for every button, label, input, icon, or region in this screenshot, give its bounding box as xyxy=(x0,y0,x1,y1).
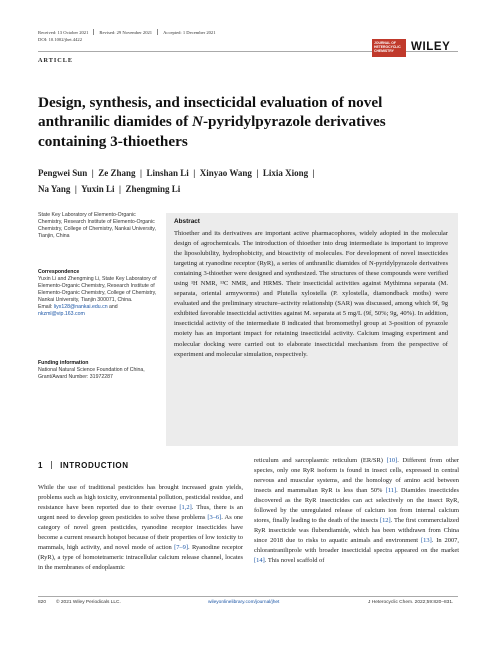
citation-link[interactable]: [12] xyxy=(379,517,391,525)
dates-line xyxy=(38,29,216,35)
funding-info xyxy=(38,360,158,381)
abstract-box xyxy=(166,213,458,446)
citation-link[interactable]: [14] xyxy=(254,557,265,565)
publisher-logo[interactable]: WILEY xyxy=(411,41,451,53)
body-column-left: While the use of traditional pesticides has brought increased grain yields, problems such as high toxicity, environmental pollution, pesticidal residue, and resistance have been reported due to their overuse [1,2]. Thus, there is an urgent need to develop green pesticides to solve these problems [3–6]. As one category of novel green pesticides, ryanodine receptor insecticides have become a current research hotspot because of their properties of low toxicity to mammals, high activity, and novel mode of action [7–9]. Ryanodine receptor (RyR), a type of homotetrameric intracellular calcium release channel, locates in the membranes of endoplasmic xyxy=(38,484,244,572)
journal-url-link[interactable]: wileyonlinelibrary.com/journal/jhet xyxy=(208,600,280,605)
citation-link[interactable]: [10] xyxy=(386,457,398,464)
title-line-1: Design, synthesis, and insecticidal evaluation of novel xyxy=(38,94,383,111)
body-column-right: reticulum and sarcoplasmic reticulum (ER/SR) [10]. Different from other species, only one RyR isoform is found in insect cells, expressed in central nervous and muscular systems, and the homology of amino acid between insects and mammalian RyR is less than 50% [11]. Diamides insecticides discovered as the RyR insecticides can act selectively on the insect RyR, followed by the unregulated release of calcium ion from internal calcium stores, finally leading to the death of the insects [12]. The first commercialized RyR insecticide was flubendiamide, which has been withdrawn from China since 2018 due to risks to aquatic animals and environment [13]. In 2007, chlorantraniliprole with broader insecticidal spectra appeared on the market [14]. This novel scaffold of xyxy=(254,457,460,565)
email-link-2[interactable]: nkzml@vip.163.com xyxy=(38,311,85,318)
citation-link[interactable]: [3–6] xyxy=(207,514,222,522)
doi[interactable]: DOI: 10.1002/jhet.4422 xyxy=(38,37,83,42)
intro-heading xyxy=(38,461,129,470)
accepted-date: Accepted: 1 December 2021 xyxy=(163,30,216,35)
received-date: Received: 13 October 2021 xyxy=(38,30,89,35)
page-number: 820 xyxy=(38,600,47,605)
title-line-2: anthranilic diamides of N-pyridylpyrazole derivatives xyxy=(38,113,386,131)
correspondence-text: Yuxin Li and Zhengming Li, State Key Laboratory of Elemento-Organic Chemistry, Research Institute of Elemento-Organic Chemistry, College of Chemistry, Nankai University, Tianjin 300071, China. xyxy=(38,276,157,304)
email-link-1[interactable]: liyx128@nankai.edu.cn xyxy=(53,304,108,311)
citation-link[interactable]: [13] xyxy=(421,537,432,545)
footer-rule xyxy=(38,596,458,597)
section-label: ARTICLE xyxy=(38,57,73,64)
journal-url[interactable] xyxy=(208,600,279,605)
funding-heading: Funding information xyxy=(38,360,89,366)
authors-line-1[interactable]: Pengwei Sun | Ze Zhang | Linshan Li | Xinyao Wang | Lixia Xiong | xyxy=(38,168,315,178)
section-number: 1 xyxy=(38,461,44,470)
affiliation: State Key Laboratory of Elemento-Organic Chemistry, Research Institute of Elemento-Organic Chemistry, College of Chemistry, Nankai University, Tianjin, China xyxy=(38,212,156,240)
abstract-heading: Abstract xyxy=(174,218,200,225)
citation-link[interactable]: [1,2] xyxy=(179,504,192,512)
correspondence xyxy=(38,269,158,318)
author-list xyxy=(38,166,458,197)
citation-link[interactable]: [7–9] xyxy=(174,544,189,552)
authors-line-2[interactable]: Na Yang | Yuxin Li | Zhengming Li xyxy=(38,183,181,194)
revised-date: Revised: 29 November 2021 xyxy=(99,30,153,35)
journal-logo[interactable]: JOURNAL OF HETEROCYCLIC CHEMISTRY xyxy=(372,39,406,57)
copyright: © 2021 Wiley Periodicals LLC. xyxy=(56,600,121,605)
abstract-text: Thioether and its derivatives are important active pharmacophores, widely adopted in the molecular design of agrochemicals. The introduction of thioether into drug intermediate is important to improve the liposolubility, hydrophobicity, and bioactivity of molecules. For development of novel insecticides targeting at ryanodine receptor (RyR), a series of anthranilic diamides of N-pyridylpyrazole derivatives containing 3-thioether were designed and synthesized. The structures of these compounds were verified using ¹H NMR, ¹³C NMR, and HRMS. Their insecticidal activities against Mythimna separata (M. separata, oriental armyworms) and Plutella xylostella (P. xylostella, diamondback moths) were evaluated and the preliminary structure–activity relationship (SAR) was discussed, among which 9f, 9g exhibited favorable insecticidal activities against M. separata at 5 mg/L (9f, 50%; 9g, 40%). In addition, insecticidal activity of the intermediate 8 indicated that bromomethyl group at 3-position of pyrazole moiety has an important impact for retaining insecticidal activity. Calcium imaging experiment and molecular docking were carried out to elaborate insecticidal mechanism from the perspective of experiment and molecular simulation, respectively. xyxy=(174,230,448,358)
article-title xyxy=(38,93,458,151)
journal-citation: J Heterocyclic Chem. 2022;59:820–831. xyxy=(368,600,454,605)
citation-link[interactable]: [11] xyxy=(385,487,397,495)
funding-text: National Natural Science Foundation of China, Grant/Award Number: 31972287 xyxy=(38,367,145,381)
title-line-3: containing 3-thioethers xyxy=(38,132,188,150)
correspondence-heading: Correspondence xyxy=(38,269,80,275)
section-title: INTRODUCTION xyxy=(60,461,129,470)
correspondence-emails: Email: liyx128@nankai.edu.cn and nkzml@vip.163.com xyxy=(38,304,118,318)
